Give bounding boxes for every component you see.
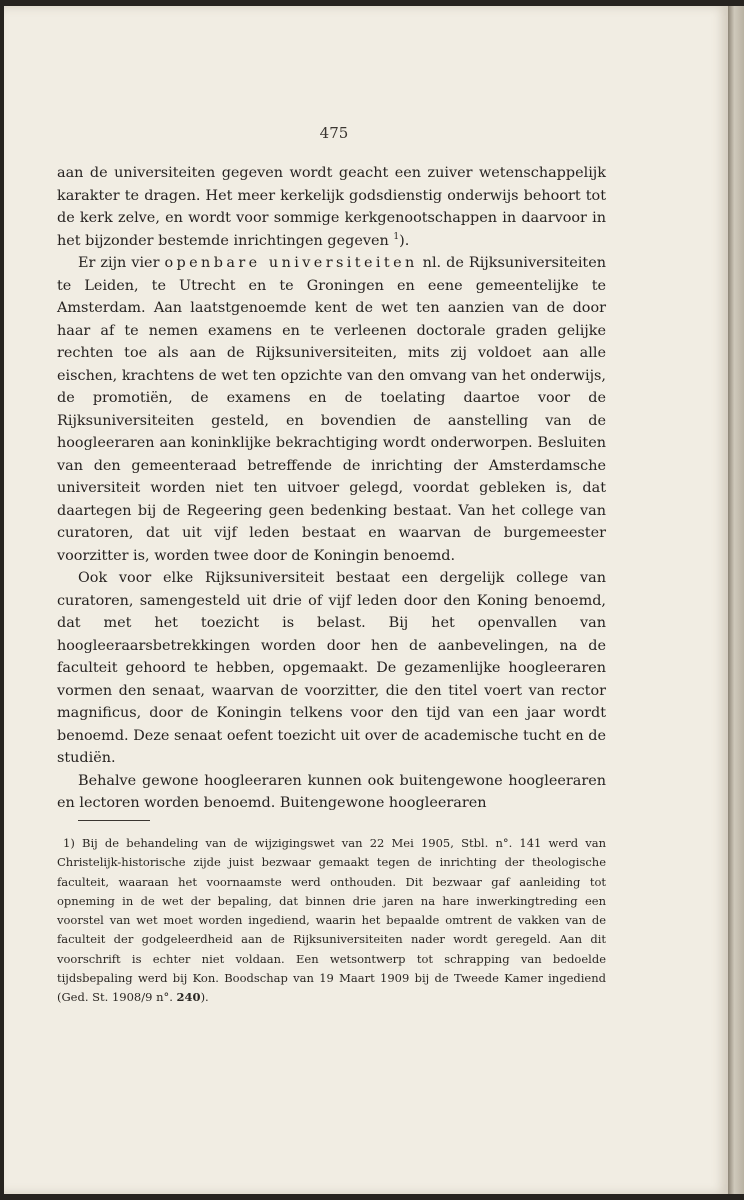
- footnote-bold-number: 240: [176, 990, 201, 1005]
- body-text: [57, 162, 606, 815]
- paragraph-lead: Er zijn vier: [78, 255, 160, 271]
- page-number: 475: [319, 124, 349, 142]
- footnote-marker: 1): [63, 836, 75, 850]
- book-page: [4, 6, 728, 1194]
- paragraph: [57, 162, 606, 252]
- paragraph-text: Behalve gewone hoogleeraren kunnen ook buitengewone hoogleeraren en lectoren worden benoemd. Buitengewone hoogleeraren: [57, 772, 606, 811]
- footnote-paragraph: [57, 834, 606, 1008]
- paragraph-text: aan de universiteiten gegeven wordt geacht een zuiver wetenschappelijk karakter te dragen. Het meer kerkelijk godsdienstig onderwijs behoort tot de kerk zelve, en wordt voor sommige kerkgenootschappen in daarvoor in het bijzonder bestemde inrichtingen gegeven: [57, 165, 606, 249]
- paragraph: [57, 770, 606, 815]
- footnote-reference: 1: [393, 231, 400, 242]
- footnote-divider: [78, 820, 150, 821]
- paragraph-text: nl. de Rijksuniversiteiten te Leiden, te Utrecht en te Groningen en eene gemeentelijke te Amsterdam. Aan laatstgenoemde kent de wet ten aanzien van de door haar af te nemen examens en te verleenen doctorale graden gelijke rechten toe als aan de Rijksuniversiteiten, mits zij voldoet aan alle eischen, krachtens de wet ten opzichte van den omvang van het onderwijs, de promotiën, de examens en de toelating daartoe voor de Rijksuniversiteiten gesteld, en bovendien de aanstelling van de hoogleeraren aan koninklijke bekrachtiging wordt onderworpen. Besluiten van den gemeenteraad betreffende de inrichting der Amsterdamsche universiteit worden niet ten uitvoer gelegd, voordat gebleken is, dat daartegen bij de Regeering geen bedenking bestaat. Van het college van curatoren, dat uit vijf leden bestaat en waarvan de burgemeester voorzitter is, worden twee door de Koningin benoemd.: [57, 255, 606, 564]
- paragraph: [57, 252, 606, 567]
- paragraph-text: Ook voor elke Rijksuniversiteit bestaat een dergelijk college van curatoren, samengesteld uit drie of vijf leden door den Koning benoemd, dat met het toezicht is belast. Bij het openvallen van hoogleeraarsbetrekkingen worden door hen de aanbevelingen, na de faculteit gehoord te hebben, opgemaakt. De gezamenlijke hoogleeraren vormen den senaat, waarvan de voorzitter, die den titel voert van rector magnificus, door de Koningin telkens voor den tijd van een jaar wordt benoemd. Deze senaat oefent toezicht uit over de academische tucht en de studiën.: [57, 570, 606, 766]
- footnote-text: Bij de behandeling van de wijzigingswet van 22 Mei 1905, Stbl. n°. 141 werd van Christelijk-historische zijde juist bezwaar gemaakt tegen de inrichting der theologische faculteit, waaraan het voornaamste werd onthouden. Dit bezwaar gaf aanleiding tot opneming in de wet der bepaling, dat binnen drie jaren na hare inwerkingtreding een voorstel van wet moet worden ingediend, waarin het bepaalde omtrent de vakken van de faculteit der godgeleerdheid aan de Rijksuniversiteiten nader wordt geregeld. Aan dit voorschrift is echter niet voldaan. Een wetsontwerp tot schrapping van bedoelde tijdsbepaling werd bij Kon. Boodschap van 19 Maart 1909 bij de Tweede Kamer ingediend (Ged. St. 1908/9 n°.: [57, 836, 607, 1005]
- spaced-emphasis: openbare universiteiten: [164, 255, 418, 271]
- footnote: [57, 834, 606, 1008]
- paragraph-end: ).: [399, 232, 410, 249]
- paragraph: [57, 567, 606, 770]
- footnote-end: ).: [200, 990, 209, 1005]
- page-edge: [728, 6, 744, 1194]
